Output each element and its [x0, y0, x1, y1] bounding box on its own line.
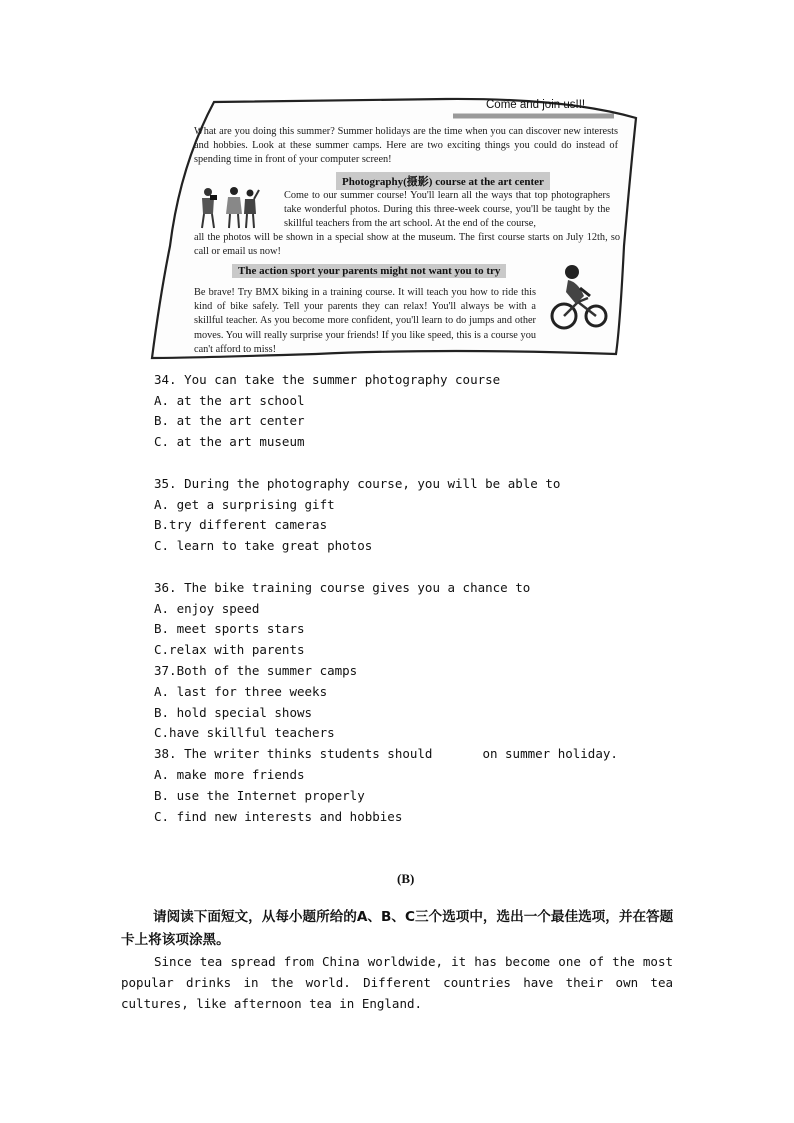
question-38-stem-start: 38. The writer thinks students should: [154, 746, 433, 761]
question-37-option-b: B. hold special shows: [154, 705, 313, 720]
ad-tagline: Come and join us!!!: [486, 99, 586, 111]
bmx-course-heading: The action sport your parents might not want you to try: [232, 264, 506, 278]
part-b-label: (B): [397, 871, 415, 886]
question-36-option-b: B. meet sports stars: [154, 621, 305, 636]
photographers-illustration: [198, 184, 260, 230]
question-36-option-a: A. enjoy speed: [154, 601, 260, 616]
question-36-option-c: C.relax with parents: [154, 642, 305, 657]
question-34-option-a: A. at the art school: [154, 393, 305, 408]
bmx-course-body: Be brave! Try BMX biking in a training course. It will teach you how to ride this kind of bike safely. Tell your parents they can relax! You'll always be with a skillful teacher. As you become more confident, you'll learn to do jumps and other moves. You will really surprise your friends! If you like speed, this is a course you can't afford to miss!: [194, 287, 536, 355]
question-35-option-a: A. get a surprising gift: [154, 497, 335, 512]
question-35-option-b: B.try different cameras: [154, 517, 328, 532]
question-38-option-b: B. use the Internet properly: [154, 788, 365, 803]
bmx-rider-illustration: [550, 262, 608, 332]
photography-course-body-a: Come to our summer course! You'll learn all the ways that top photographers take wonderful photos. During this three-week course, you'll be taught by the skillful teachers from the art school. At the end of the course,: [284, 190, 610, 230]
question-34-option-c: C. at the art museum: [154, 434, 305, 449]
question-38-stem: [154, 746, 618, 761]
question-35-stem: 35. During the photography course, you will be able to: [154, 476, 561, 491]
question-38-option-c: C. find new interests and hobbies: [154, 809, 403, 824]
question-34-stem: 34. You can take the summer photography course: [154, 372, 501, 387]
photography-course-heading: Photography(摄影) course at the art center: [336, 172, 550, 190]
summer-camp-ad-image: [146, 96, 642, 364]
question-37-option-a: A. last for three weeks: [154, 684, 328, 699]
question-35-option-c: C. learn to take great photos: [154, 538, 373, 553]
question-37-stem: 37.Both of the summer camps: [154, 663, 358, 678]
ad-intro: What are you doing this summer? Summer holidays are the time when you can discover new interests and hobbies. Look at these summer camps. Here are two exciting things you could do instead of spending time in front of your computer screen!: [194, 126, 618, 166]
question-34-option-b: B. at the art center: [154, 413, 305, 428]
question-38-stem-end: on summer holiday.: [482, 746, 618, 761]
part-b-passage: Since tea spread from China worldwide, it has become one of the most popular drinks in the world. Different countries have their own tea cultures, like afternoon tea in England.: [121, 954, 673, 1011]
question-36-stem: 36. The bike training course gives you a chance to: [154, 580, 531, 595]
question-37-option-c: C.have skillful teachers: [154, 725, 335, 740]
part-b-instruction: 请阅读下面短文，从每小题所给的A、B、C三个选项中，选出一个最佳选项，并在答题卡上将该项涂黑。: [121, 909, 674, 948]
photography-course-body-b: all the photos will be shown in a special show at the museum. The first course starts on July 12th, so call or email us now!: [194, 232, 620, 258]
question-38-option-a: A. make more friends: [154, 767, 305, 782]
